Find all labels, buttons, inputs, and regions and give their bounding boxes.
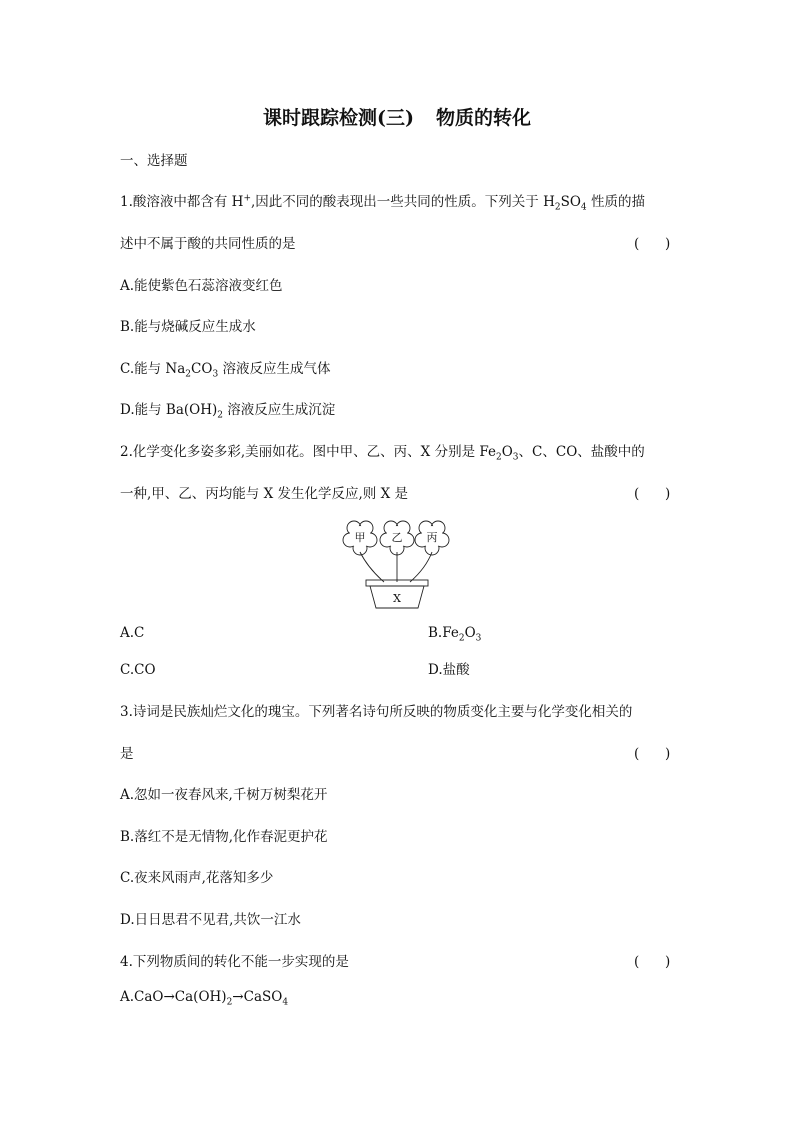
q1-option-a: A.能使紫色石蕊溶液变红色 bbox=[120, 278, 283, 294]
q3-stem-line1: 3.诗词是民族灿烂文化的瑰宝。下列著名诗句所反映的物质变化主要与化学变化相关的 bbox=[120, 704, 633, 720]
q3-option-c: C.夜来风雨声,花落知多少 bbox=[120, 870, 274, 886]
q2-answer-blank: ( ) bbox=[634, 486, 671, 502]
q3-answer-blank: ( ) bbox=[634, 746, 671, 762]
pot-label-x: X bbox=[393, 592, 401, 605]
flower-label-bing: 丙 bbox=[426, 531, 438, 544]
q1-option-b: B.能与烧碱反应生成水 bbox=[120, 319, 256, 335]
q2-stem-line1: 2.化学变化多姿多彩,美丽如花。图中甲、乙、丙、X 分别是 $Fe_2O_3$、C、CO、盐酸中的 bbox=[120, 444, 645, 463]
q4-stem-line1: 4.下列物质间的转化不能一步实现的是 bbox=[120, 954, 349, 970]
q2-option-b: $B.Fe_2O_3$ bbox=[428, 625, 482, 644]
q1-stem-line2: 述中不属于酸的共同性质的是 bbox=[120, 236, 296, 252]
q3-stem-line2: 是 bbox=[120, 746, 134, 762]
q3-option-b: B.落红不是无情物,化作春泥更护花 bbox=[120, 829, 328, 845]
flower-label-yi: 乙 bbox=[391, 531, 403, 544]
q2-option-d: D.盐酸 bbox=[428, 662, 470, 678]
flower-pot-figure bbox=[340, 518, 454, 614]
q3-option-d: D.日日思君不见君,共饮一江水 bbox=[120, 912, 301, 928]
stem-left bbox=[360, 552, 384, 582]
q2-option-a: A.C bbox=[120, 625, 145, 641]
flower-label-jia: 甲 bbox=[354, 531, 366, 544]
title-main: 课时跟踪检测(三) bbox=[263, 107, 414, 129]
page-title bbox=[0, 106, 794, 130]
q4-answer-blank: ( ) bbox=[634, 954, 671, 970]
q1-option-c: C.能与 $Na_2CO_3$ 溶液反应生成气体 bbox=[120, 361, 331, 380]
q1-option-d: D.能与 $Ba(OH)_2$ 溶液反应生成沉淀 bbox=[120, 402, 336, 421]
q3-option-a: A.忽如一夜春风来,千树万树梨花开 bbox=[120, 787, 328, 803]
q4-option-a: $A.CaO\to Ca(OH)_2\to CaSO_4$ bbox=[120, 989, 289, 1008]
section-heading: 一、选择题 bbox=[120, 153, 188, 169]
stem-right bbox=[410, 552, 432, 582]
q2-stem-line2: 一种,甲、乙、丙均能与 X 发生化学反应,则 X 是 bbox=[120, 486, 408, 502]
q2-option-c: C.CO bbox=[120, 662, 156, 678]
title-sub: 物质的转化 bbox=[435, 107, 531, 129]
q1-stem-line1: 1.酸溶液中都含有 H+,因此不同的酸表现出一些共同的性质。下列关于 $H_2SO_4$ 性质的描 bbox=[120, 193, 645, 213]
q1-answer-blank: ( ) bbox=[634, 236, 671, 252]
